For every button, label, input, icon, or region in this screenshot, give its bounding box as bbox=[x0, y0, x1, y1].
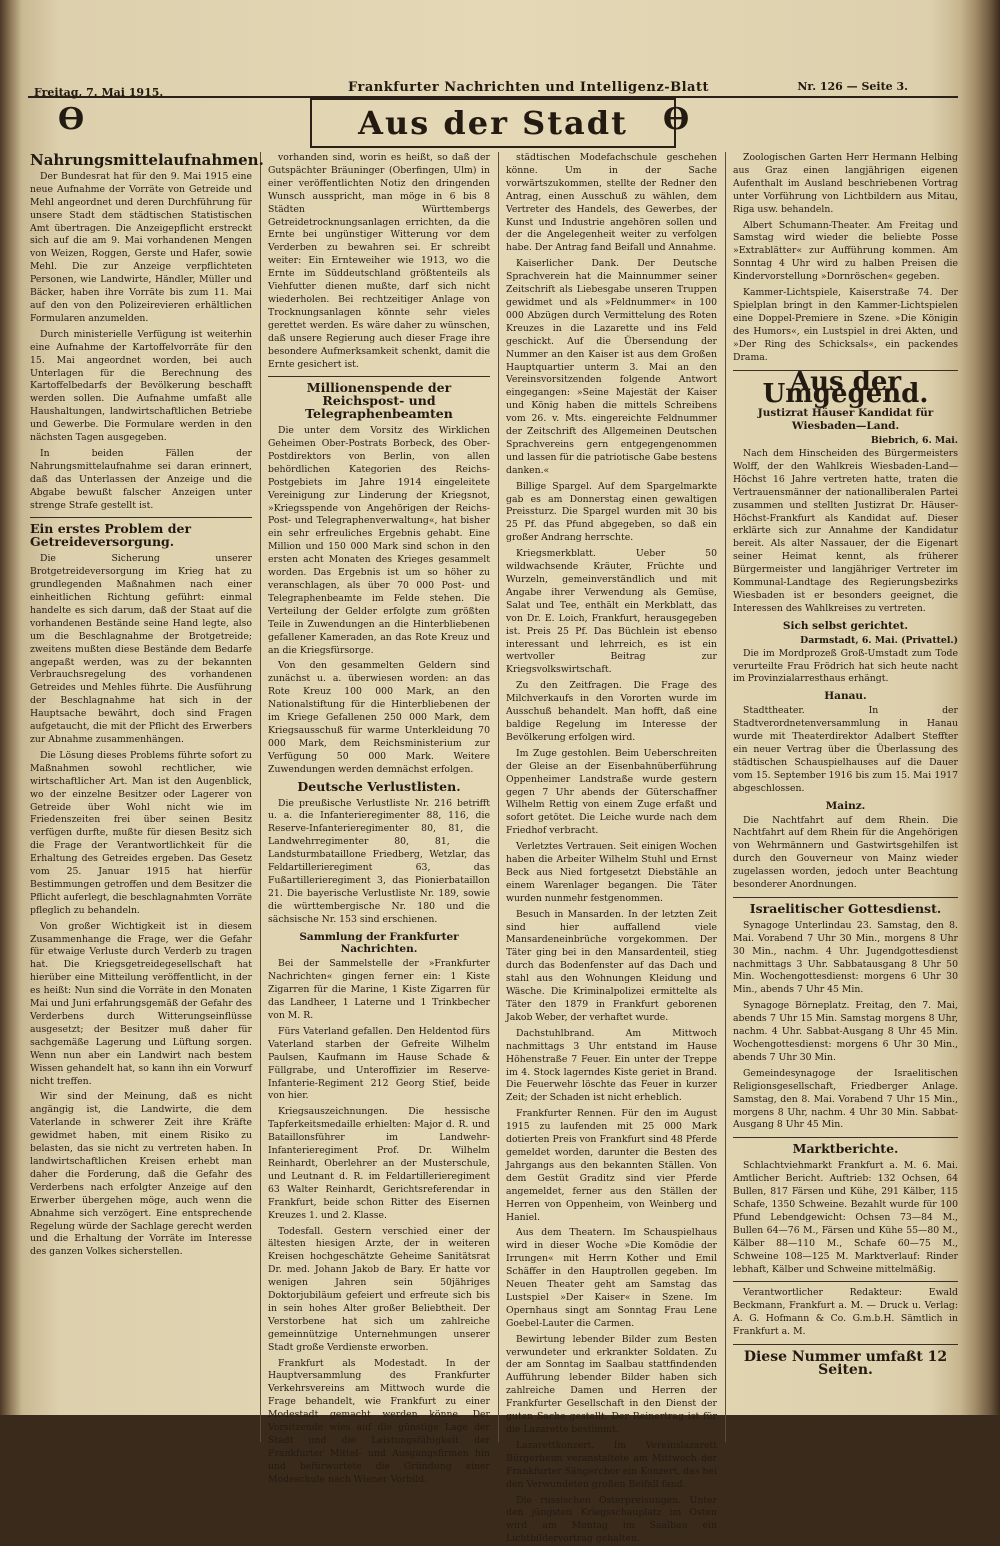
article-paragraph: Verletztes Vertrauen. Seit einigen Wochen haben die Arbeiter Wilhelm Stuhl und Ernst Beck aus Nied fortgesetzt Diebstähle an einem Warenlager begangen. Die Täter wurden nunmehr festgenommen. bbox=[506, 841, 717, 904]
masthead-paper-name: Frankfurter Nachrichten und Intelligenz-Blatt bbox=[348, 80, 709, 95]
article-paragraph: Lazarettkonzert. Im Vereinslazarett Bürgerheim veranstaltete am Mittwoch der Frankfurter Sängerchor ein Konzert, das bei den Verwundeten großen Beifall fand. bbox=[506, 1439, 717, 1490]
article-paragraph: Dachstuhlbrand. Am Mittwoch nachmittags 3 Uhr entstand im Hause Höhenstraße 7 Feuer. Ein unter der Treppe im 4. Stock lagerndes Kiste geriet in Brand. Die Feuerwehr löschte das Feuer in kurzer Zeit; der Schaden ist nicht erheblich. bbox=[506, 1027, 717, 1104]
ornament-left-icon: Ɵ bbox=[58, 102, 85, 137]
dateline: Biebrich, 6. Mai. bbox=[870, 435, 958, 447]
headline-nahrungsmittel: Nahrungsmittelaufnahmen. bbox=[30, 151, 264, 169]
article-paragraph: Frankfurt als Modestadt. In der Hauptversammlung des Frankfurter Verkehrsvereins am Mittwoch wurde die Frage behandelt, wie Frankfurt zu einer Modestadt gemacht werden könne. Der Vorsitzende wies auf die günstige Lage der Stadt und die Leistungsfähigkeit der Frankfurter Mittel- und Ausgangsfirmen hin und befürwortete die Gründung einer Modeschule nach Wiener Vorbild. bbox=[268, 1357, 490, 1485]
column-divider bbox=[260, 152, 261, 1442]
headline-getreideversorgung: Ein erstes Problem der Getreideversorgung. bbox=[30, 521, 192, 550]
article-paragraph: Synagoge Börneplatz. Freitag, den 7. Mai, abends 7 Uhr 15 Min. Samstag morgens 8 Uhr, nachm. 4 Uhr. Sabbat-Ausgang 8 Uhr 45 Min. Wochengottesdienst: morgens 6 Uhr 30 Min., abends 7 Uhr 30 Min. bbox=[733, 1000, 958, 1063]
article-paragraph: Fürs Vaterland gefallen. Den Heldentod fürs Vaterland starben der Gefreite Wilhelm Paulsen, Kaufmann im Hause Schade & Füllgrabe, und Unteroffizier im Reserve-Infanterie-Regiment 212 Georg Stief, beide von hier. bbox=[268, 1025, 490, 1102]
headline-millionenspende: Millionenspende der Reichspost- und Telegraphenbeamten bbox=[305, 380, 453, 422]
article-paragraph: Die unter dem Vorsitz des Wirklichen Geheimen Ober-Postrats Borbeck, des Ober-Postdirektors von Berlin, von allen behördlichen Kategorien des Reichs-Postgebiets im Jahre 1914 eingeleitete Vereinigung zur Linderung der Kriegsnot, »Kriegsspende von Angehörigen der Reichs-Post- und Telegraphenverwaltung«, hat bisher ein sehr erfreuliches Ergebnis gehabt. Eine Million und 150 000 Mark sind schon in den ersten acht Monaten des Krieges gesammelt worden. Das Ergebnis ist um so höher zu veranschlagen, als über 70 000 Post- und Telegraphenbeamte im Felde stehen. Die Verteilung der Gelder erfolgte zum größten Teile in Zuwendungen an die Hinterbliebenen gefallener Kameraden, an das Rote Kreuz und an die Kriegsfürsorge. bbox=[268, 425, 490, 656]
ornament-right-icon: Ɵ bbox=[663, 102, 690, 137]
article-paragraph: Kriegsauszeichnungen. Die hessische Tapferkeitsmedaille erhielten: Major d. R. und Bataillonsführer im Landwehr-Infanterieregiment Prof. Dr. Wilhelm Reinhardt, Oberlehrer an der Musterschule, und Leutnant d. R. im Feldartillerieregiment 63 Walter Reinhardt, Gerichtsreferendar in Frankfurt, beide schon Ritter des Eisernen Kreuzes 1. und 2. Klasse. bbox=[268, 1106, 490, 1221]
article-divider bbox=[733, 1137, 958, 1138]
column-2 bbox=[268, 152, 490, 1485]
column-3 bbox=[506, 152, 717, 1545]
section-title-box bbox=[310, 98, 676, 148]
column-4 bbox=[733, 152, 958, 1442]
article-divider bbox=[733, 1281, 958, 1282]
article-paragraph: Wir sind der Meinung, daß es nicht angängig ist, die Landwirte, die dem Vaterlande in schwerer Zeit ihre Kräfte gewidmet haben, mit einem Risiko zu belasten, das sie nicht zu vertreten haben. In landwirtschaftlichen Kreisen erhebt man daher die Forderung, daß die Gefahr des Verderbens nach erfolgter Anzeige auf den Erwerber übergehen möge, auch wenn die Abnahme sich verzögert. Eine entsprechende Regelung würde der Sachlage gerecht werden und die Erhaltung der Vorräte im Interesse des ganzen Volkes sicherstellen. bbox=[30, 1091, 252, 1258]
masthead-date: Freitag, 7. Mai 1915. bbox=[34, 86, 164, 99]
headline-gottesdienst: Israelitischer Gottesdienst. bbox=[749, 900, 942, 916]
dateline: Darmstadt, 6. Mai. (Privattel.) bbox=[800, 634, 958, 646]
headline-verlustlisten: Deutsche Verlustlisten. bbox=[297, 778, 461, 794]
imprint: Verantwortlicher Redakteur: Ewald Beckmann, Frankfurt a. M. — Druck u. Verlag: A. G. Hofmann & Co. G.m.b.H. Sämtlich in Frankfurt a. M. bbox=[733, 1287, 958, 1338]
article-paragraph: Der Bundesrat hat für den 9. Mai 1915 eine neue Aufnahme der Vorräte von Getreide und Mehl angeordnet und deren Durchführung für unsere Stadt dem städtischen Statistischen Amt übertragen. Die Anzeigepflicht erstreckt sich auf die am 9. Mai vorhandenen Mengen von Weizen, Roggen, Gerste und Hafer, sowie Mehl. Die zur Anzeige verpflichteten Personen, wie Landwirte, Händler, Müller und Bäcker, haben ihre Vorräte bis zum 11. Mai auf den von den Polizeirevieren erhältlichen Formularen anzumelden. bbox=[30, 170, 252, 324]
column-divider bbox=[725, 152, 726, 1442]
article-divider bbox=[733, 897, 958, 898]
article-paragraph: Frankfurter Rennen. Für den im August 1915 zu laufenden mit 25 000 Mark dotierten Preis von Frankfurt sind 48 Pferde gemeldet worden, darunter die Besten des Jahrgangs aus den bekannten Ställen. Von dem Gestüt Graditz sind vier Pferde angemeldet, ferner aus den Ställen der Herren von Oppenheim, von Weinberg und Haniel. bbox=[506, 1108, 717, 1223]
article-paragraph: Besuch in Mansarden. In der letzten Zeit sind hier auffallend viele Mansardeneinbrüche vorgekommen. Der Täter ging bei in den Mansardenteil, stieg durch das Bodenfenster auf das Dach und stahl aus den Wohnungen Kleidung und Wäsche. Die Kriminalpolizei ermittelte als Täter den 1879 in Frankfurt geborenen Jakob Weber, der verhaftet wurde. bbox=[506, 908, 717, 1023]
page-count-note: Diese Nummer umfaßt 12 Seiten. bbox=[743, 1349, 948, 1378]
masthead-page-number: Nr. 126 — Seite 3. bbox=[797, 80, 908, 93]
article-divider bbox=[268, 376, 490, 377]
article-paragraph: Gemeindesynagoge der Israelitischen Religionsgesellschaft, Friedberger Anlage. Samstag, den 8. Mai. Vorabend 7 Uhr 15 Min., morgens 8 Uhr, nachm. 4 Uhr 30 Min. Sabbat-Ausgang 8 Uhr 45 Min. bbox=[733, 1067, 958, 1131]
article-paragraph: Bei der Sammelstelle der »Frankfurter Nachrichten« gingen ferner ein: 1 Kiste Zigarren für die Marine, 1 Kiste Zigarren für das Landheer, 1 Laterne und 1 Trinkbecher von M. R. bbox=[268, 958, 490, 1021]
headline-sammlung: Sammlung der Frankfurter Nachrichten. bbox=[299, 930, 459, 956]
article-paragraph: Die Lösung dieses Problems führte sofort zu Maßnahmen sowohl rechtlicher, wie wirtschaftlicher Art. Man ist den Augenblick, wo der einzelne Besitzer oder Lagerer von Getreide über Wohl nicht wie im Friedenszeiten frei über seinen Besitz verfügen durfte, mußte für diesen Besitz sich die Frage der Verantwortlichkeit für die Erhaltung des Getreides ergeben. Das Gesetz vom 25. Januar 1915 hat hierfür Bestimmungen getroffen und dem Besitzer die Pflicht auferlegt, die beschlagnahmten Vorräte pfleglich zu behandeln. bbox=[30, 749, 252, 916]
article-paragraph: Stadttheater. In der Stadtverordnetenversammlung in Hanau wurde mit Theaterdirektor Adalbert Steffter ein neuer Vertrag über die Überlassung des städtischen Schauspielhauses auf die Dauer vom 15. September 1916 bis zum 15. Mai 1917 abgeschlossen. bbox=[733, 705, 958, 794]
headline-hanau: Hanau. bbox=[824, 690, 867, 703]
article-paragraph: Synagoge Unterlindau 23. Samstag, den 8. Mai. Vorabend 7 Uhr 30 Min., morgens 8 Uhr 30 Min., nachm. 4 Uhr. Jugendgottesdienst nachmittags 3 Uhr. Sabbatausgang 8 Uhr 50 Min. Wochengottesdienst: morgens 6 Uhr 30 Min., abends 7 Uhr 45 Min. bbox=[733, 919, 958, 996]
article-paragraph: Die Nachtfahrt auf dem Rhein. Die Nachtfahrt auf dem Rhein für die Angehörigen von Wehrmännern und Gastwirtsgehilfen ist durch den Gouverneur von Mainz wieder zugelassen worden, jedoch unter Beachtung besonderer Anordnungen. bbox=[733, 814, 958, 891]
article-paragraph: Durch ministerielle Verfügung ist weiterhin eine Aufnahme der Kartoffelvorräte für den 15. Mai angeordnet worden, bei auch Unterlagen für die Berechnung des Kartoffelbedarfs der Bevölkerung beschafft werden sollen. Die Aufnahme umfaßt alle Haushaltungen, landwirtschaftlichen Betriebe und Gewerbe. Die Formulare werden in den nächsten Tagen ausgegeben. bbox=[30, 328, 252, 444]
article-paragraph: Von großer Wichtigkeit ist in diesem Zusammenhange die Frage, wer die Gefahr für etwaige Verluste durch Verderb zu tragen hat. Die Kriegsgetreidegesellschaft hat hierüber eine Mitteilung veröffentlicht, in der es heißt: Nun sind die Vorräte in den Monaten Mai und Juni erfahrungsgemäß der Gefahr des Verderbens durch Witterungseinflüsse ausgesetzt; der Besitzer muß daher für sachgemäße Lagerung und Lüftung sorgen. Wenn nun aber ein Landwirt nach bestem Wissen gehandelt hat, so kann ihn ein Vorwurf nicht treffen. bbox=[30, 920, 252, 1087]
article-paragraph: Die preußische Verlustliste Nr. 216 betrifft u. a. die Infanterieregimenter 88, 116, die Reserve-Infanterieregimenter 80, 81, die Landwehrregimenter 80, 81, die Landsturmbataillone Friedberg, Wetzlar, das Feldartillerieregiment 63, das Fußartillerieregiment 3, das Pionierbataillon 21. Die bayerische Verlustliste Nr. 189, sowie die württembergische Nr. 180 und die sächsische Nr. 153 sind erschienen. bbox=[268, 797, 490, 925]
headline-marktberichte: Marktberichte. bbox=[792, 1141, 899, 1157]
headline-mainz: Mainz. bbox=[825, 799, 866, 812]
article-paragraph: Im Zuge gestohlen. Beim Ueberschreiten der Gleise an der Eisenbahnüberführung Oppenheimer Landstraße wurde gestern gegen 7 Uhr abends der Güterschaffner Wilhelm Rettig von einem Zuge erfaßt und sofort getötet. Die Leiche wurde nach dem Friedhof verbracht. bbox=[506, 747, 717, 837]
article-paragraph: Zoologischen Garten Herr Hermann Helbing aus Graz einen langjährigen eigenen Aufenthalt im Ausland beschriebenen Vortrag unter Vorführung von Lichtbildern aus Mitau, Riga usw. behandeln. bbox=[733, 152, 958, 215]
headline-justizrat: Justizrat Häuser Kandidat für Wiesbaden—Land. bbox=[757, 407, 934, 433]
article-divider bbox=[733, 1344, 958, 1345]
section-title: Aus der Stadt bbox=[358, 104, 628, 142]
article-paragraph: Kriegsmerkblatt. Ueber 50 wildwachsende Kräuter, Früchte und Wurzeln, gemeinverständlich und mit Angabe ihrer Verwendung als Gemüse, Salat und Tee, enthält ein Merkblatt, das von Dr. E. Loich, Frankfurt, herausgegeben ist. Preis 25 Pf. Das Büchlein ist ebenso interessant und lehrreich, es ist ein wertvoller Beitrag zur Kriegsvolkswirtschaft. bbox=[506, 548, 717, 676]
article-paragraph: Von den gesammelten Geldern sind zunächst u. a. überwiesen worden: an das Rote Kreuz 100 000 Mark, an den Nationalstiftung für die Hinterbliebenen der im Kriege Gefallenen 250 000 Mark, dem Kriegsausschuß für warme Unterkleidung 70 000 Mark, dem Reichsministerium zur Verfügung 50 000 Mark. Weitere Zuwendungen werden demnächst erfolgen. bbox=[268, 660, 490, 775]
article-paragraph: Die Sicherung unserer Brotgetreideversorgung im Krieg hat zu grundlegenden Maßnahmen nach einer einheitlichen Richtung geführt: einmal handelte es sich darum, daß der Staat auf die vorhandenen Bestände seine Hand legte, also um die Beschlagnahme der Brotgetreide; zweitens mußten diese Bestände dem Bedarfe angepaßt werden, was zu der bekannten Verbrauchsregelung des vorhandenen Getreides und Mehles führte. Die Ausführung der Beschlagnahme hat sich in der Hauptsache bewährt, doch sind Fragen aufgetaucht, die mit der Pflicht des Erwerbers zur Abnahme zusammenhängen. bbox=[30, 553, 252, 745]
article-paragraph: Kammer-Lichtspiele, Kaiserstraße 74. Der Spielplan bringt in den Kammer-Lichtspielen eine Doppel-Premiere in Szene. »Die Königin des Humors«, ein Lustspiel in drei Akten, und »Der Ring des Schicksals«, ein packendes Drama. bbox=[733, 287, 958, 363]
article-paragraph: Aus dem Theatern. Im Schauspielhaus wird in dieser Woche »Die Komödie der Irrungen« mit Herrn Kother und Emil Schäffer in den Hauptrollen gegeben. Im Neuen Theater geht am Samstag das Lustspiel »Der Kaiser« in Szene. Im Opernhaus singt am Sonntag Frau Lene Goebel-Lauter die Carmen. bbox=[506, 1227, 717, 1329]
article-paragraph: Kaiserlicher Dank. Der Deutsche Sprachverein hat die Mainnummer seiner Zeitschrift als Liebesgabe unseren Truppen gewidmet und als »Feldnummer« in 100 000 Abzügen durch Vermittelung des Roten Kreuzes in die Lazarette und ins Feld geschickt. Auf die Übersendung der Nummer an den Kaiser ist aus dem Großen Hauptquartier unterm 3. Mai an den Vereinsvorsitzenden folgende Antwort eingegangen: »Seine Majestät der Kaiser und König haben die mittels Schreibens vom 26. v. Mts. eingereichte Feldnummer der Zeitschrift des Allgemeinen Deutschen Sprachvereins gern entgegengenommen und lassen für die patriotische Gabe bestens danken.« bbox=[506, 258, 717, 476]
newspaper-page bbox=[18, 40, 968, 1545]
headline-umgegend: Aus der Umgegend. bbox=[762, 366, 929, 410]
article-paragraph: Nach dem Hinscheiden des Bürgermeisters Wolff, der den Wahlkreis Wiesbaden-Land—Höchst 16 Jahre vertreten hatte, traten die Vertrauensmänner der nationalliberalen Partei zusammen und stellten Justizrat Dr. Häuser-Höchst-Frankfurt als Kandidat auf. Dieser erklärte sich zur Annahme der Kandidatur bereit. Als alter Nassauer, der die Eigenart seiner Heimat kennt, als früherer Bürgermeister und langjähriger Vertreter im Kommunal-Landtage des Regierungsbezirks Wiesbaden ist er besonders geeignet, die Interessen des Wahlkreises zu vertreten. bbox=[733, 448, 958, 614]
article-paragraph: Die russischen Osterpreisungen. Unter den jüngsten Kriegsschauplatz im Osten wird am Montag im Saalbau ein Lichtbildervortrag gehalten. bbox=[506, 1494, 717, 1545]
article-paragraph: In beiden Fällen der Nahrungsmittelaufnahme sei daran erinnert, daß das Unterlassen der Anzeige und die Abgabe bewußt falscher Anzeigen unter strenge Strafe gestellt ist. bbox=[30, 447, 252, 511]
column-divider bbox=[498, 152, 499, 1442]
article-paragraph: Bewirtung lebender Bilder zum Besten verwundeter und erkrankter Soldaten. Zu der am Sonntag im Saalbau stattfindenden Aufführung lebender Bilder haben sich zahlreiche Damen und Herren der Frankfurter Gesellschaft in den Dienst der guten Sache gestellt. Der Reinertrag ist für die Lazarette bestimmt. bbox=[506, 1333, 717, 1435]
headline-selbst-gerichtet: Sich selbst gerichtet. bbox=[782, 619, 909, 632]
article-paragraph: Billige Spargel. Auf dem Spargelmarkte gab es am Donnerstag einen gewaltigen Preissturz. Die Spargel wurden mit 30 bis 25 Pf. das Pfund abgegeben, so daß ein großer Andrang herrschte. bbox=[506, 480, 717, 544]
article-paragraph: städtischen Modefachschule geschehen könne. Um in der Sache vorwärtszukommen, stellte der Redner den Antrag, einen Ausschuß zu wählen, dem Vertreter des Handels, des Gewerbes, der Kunst und Industrie angehören sollen und der die Angelegenheit weiter zu verfolgen habe. Der Antrag fand Beifall und Annahme. bbox=[506, 152, 717, 254]
article-paragraph: vorhanden sind, worin es heißt, so daß der Gutspächter Bräuninger (Oberfingen, Ulm) in einer veröffentlichten Notiz den dringenden Wunsch ausspricht, man möge in 6 bis 8 Städten Württembergs Getreidetrocknungsanlagen errichten, da die Ernte bei ungünstiger Witterung vor dem Verderben zu bewahren sei. Er schreibt weiter: Ein Ernteweiher wie 1913, wo die Ernte im Süddeutschland größtenteils als Viehfutter dienen mußte, darf sich nicht wiederholen. Bei rechtzeitiger Anlage von Trocknungsanlagen könnte sehr vieles gerettet werden. Es wäre daher zu wünschen, daß unsere Regierung auch dieser Frage ihre besondere Aufmerksamkeit schenkt, damit die Ernte gesichert ist. bbox=[268, 152, 490, 370]
article-paragraph: Die im Mordprozeß Groß-Umstadt zum Tode verurteilte Frau Frödrich hat sich heute nacht im Provinzialarresthaus erhängt. bbox=[733, 647, 958, 685]
article-divider bbox=[30, 517, 252, 518]
article-paragraph: Schlachtviehmarkt Frankfurt a. M. 6. Mai. Amtlicher Bericht. Auftrieb: 132 Ochsen, 64 Bullen, 817 Färsen und Kühe, 291 Kälber, 115 Schafe, 1350 Schweine. Bezahlt wurde für 100 Pfund Lebendgewicht: Ochsen 73—84 M., Bullen 64—76 M., Färsen und Kühe 55—80 M., Kälber 88—110 M., Schafe 60—75 M., Schweine 108—125 M. Marktverlauf: Rinder lebhaft, Kälber und Schweine mittelmäßig. bbox=[733, 1160, 958, 1275]
article-paragraph: Zu den Zeitfragen. Die Frage des Milchverkaufs in den Vororten wurde im Ausschuß behandelt. Man hofft, daß eine baldige Regelung im Interesse der Bevölkerung erfolgen wird. bbox=[506, 680, 717, 743]
column-1 bbox=[30, 151, 264, 1442]
article-paragraph: Todesfall. Gestern verschied einer der ältesten hiesigen Arzte, der in weiteren Kreisen hochgeschätzte Geheime Sanitätsrat Dr. med. Johann Jakob de Bary. Er hatte vor wenigen Jahren sein 50jähriges Doktorjubiläum gefeiert und erfreute sich bis in sein hohes Alter großer Beliebtheit. Der Verstorbene hat sich um zahlreiche gemeinnützige Unternehmungen unserer Stadt große Verdienste erworben. bbox=[268, 1225, 490, 1353]
article-paragraph: Albert Schumann-Theater. Am Freitag und Samstag wird wieder die beliebte Posse »Extrablätter« zur Aufführung kommen. Am Sonntag 4 Uhr wird zu halben Preisen die Kindervorstellung »Dornröschen« gegeben. bbox=[733, 219, 958, 283]
